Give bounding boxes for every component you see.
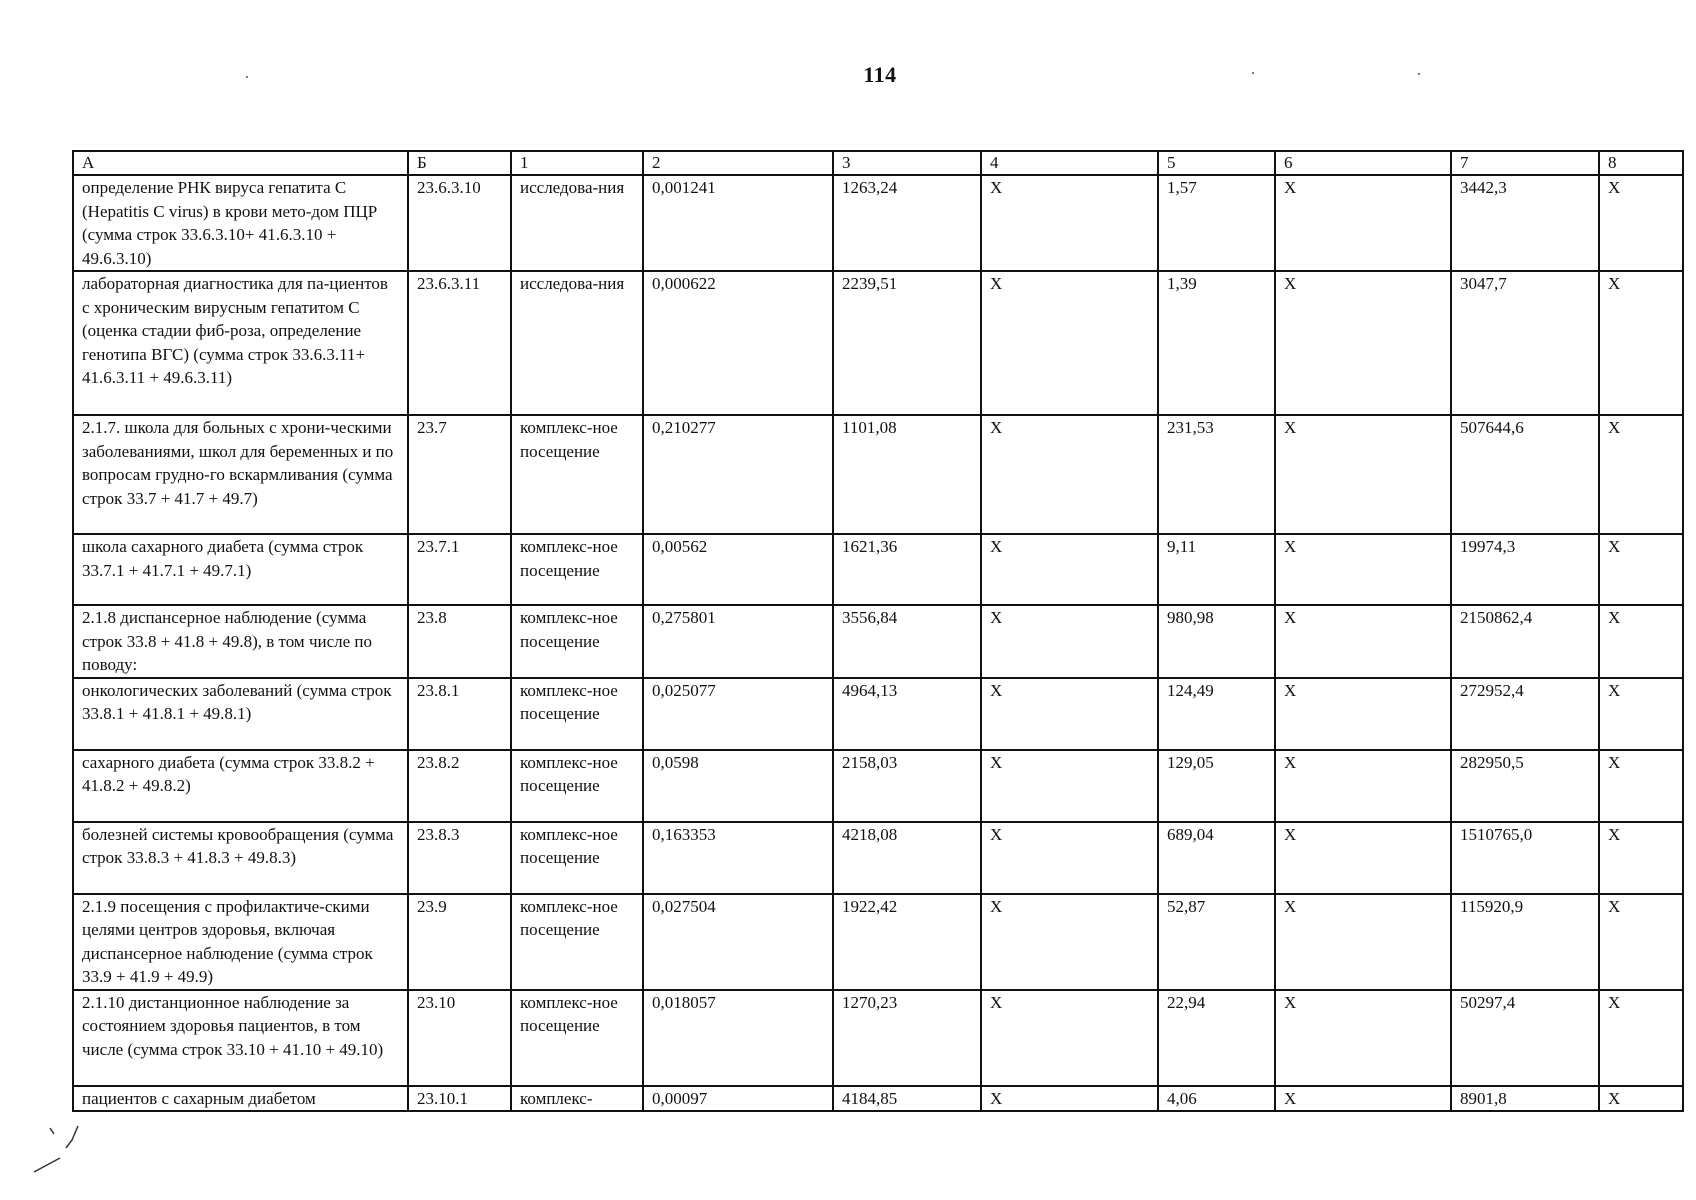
unit-cell: комплекс-ное посещение [511, 605, 643, 678]
table-row [73, 894, 1683, 990]
col-4-cell: X [981, 605, 1158, 678]
col-5-cell: 129,05 [1158, 750, 1275, 822]
name-cell: 2.1.9 посещения с профилактиче-скими целями центров здоровья, включая диспансерное наблюдение (сумма строк 33.9 + 41.9 + 49.9) [73, 894, 408, 990]
table-row [73, 678, 1683, 750]
col-2-cell: 0,163353 [643, 822, 833, 894]
col-6-cell: X [1275, 271, 1451, 415]
col-2-cell: 0,00562 [643, 534, 833, 605]
unit-cell: исследова-ния [511, 175, 643, 271]
col-3-cell: 3556,84 [833, 605, 981, 678]
column-header: Б [408, 151, 511, 175]
column-header: 4 [981, 151, 1158, 175]
col-8-cell: X [1599, 271, 1683, 415]
code-cell: 23.8.1 [408, 678, 511, 750]
code-cell: 23.9 [408, 894, 511, 990]
col-3-cell: 1263,24 [833, 175, 981, 271]
col-4-cell: X [981, 750, 1158, 822]
col-7-cell: 272952,4 [1451, 678, 1599, 750]
scan-speck [1252, 72, 1254, 74]
table-row [73, 175, 1683, 271]
name-cell: 2.1.7. школа для больных с хрони-ческими заболеваниями, школ для беременных и по вопросам грудно-го вскармливания (сумма строк 33.7 + 41.7 + 49.7) [73, 415, 408, 534]
col-8-cell: X [1599, 894, 1683, 990]
col-4-cell: X [981, 894, 1158, 990]
col-2-cell: 0,210277 [643, 415, 833, 534]
col-3-cell: 1621,36 [833, 534, 981, 605]
table-row [73, 822, 1683, 894]
col-7-cell: 8901,8 [1451, 1086, 1599, 1112]
col-3-cell: 1101,08 [833, 415, 981, 534]
col-7-cell: 115920,9 [1451, 894, 1599, 990]
col-6-cell: X [1275, 822, 1451, 894]
col-2-cell: 0,0598 [643, 750, 833, 822]
name-cell: 2.1.8 диспансерное наблюдение (сумма строк 33.8 + 41.8 + 49.8), в том числе по поводу: [73, 605, 408, 678]
table-row [73, 750, 1683, 822]
scan-speck [1418, 73, 1420, 75]
col-5-cell: 1,39 [1158, 271, 1275, 415]
unit-cell: комплекс-ное посещение [511, 822, 643, 894]
name-cell: школа сахарного диабета (сумма строк 33.7.1 + 41.7.1 + 49.7.1) [73, 534, 408, 605]
column-header: 3 [833, 151, 981, 175]
name-cell: определение РНК вируса гепатита С (Hepatitis C virus) в крови мето-дом ПЦР (сумма строк 33.6.3.10+ 41.6.3.10 + 49.6.3.10) [73, 175, 408, 271]
unit-cell: исследова-ния [511, 271, 643, 415]
col-4-cell: X [981, 175, 1158, 271]
col-5-cell: 689,04 [1158, 822, 1275, 894]
col-6-cell: X [1275, 605, 1451, 678]
col-2-cell: 0,00097 [643, 1086, 833, 1112]
col-4-cell: X [981, 822, 1158, 894]
unit-cell: комплекс-ное посещение [511, 894, 643, 990]
code-cell: 23.8 [408, 605, 511, 678]
col-8-cell: X [1599, 822, 1683, 894]
col-2-cell: 0,275801 [643, 605, 833, 678]
col-6-cell: X [1275, 678, 1451, 750]
column-header: 7 [1451, 151, 1599, 175]
col-5-cell: 9,11 [1158, 534, 1275, 605]
col-2-cell: 0,027504 [643, 894, 833, 990]
col-2-cell: 0,025077 [643, 678, 833, 750]
page-number: 114 [863, 62, 897, 87]
code-cell: 23.7 [408, 415, 511, 534]
col-6-cell: X [1275, 750, 1451, 822]
column-header: А [73, 151, 408, 175]
col-4-cell: X [981, 990, 1158, 1086]
col-2-cell: 0,018057 [643, 990, 833, 1086]
col-6-cell: X [1275, 1086, 1451, 1112]
unit-cell: комплекс-ное посещение [511, 750, 643, 822]
name-cell: пациентов с сахарным диабетом [73, 1086, 408, 1112]
col-4-cell: X [981, 534, 1158, 605]
column-header: 2 [643, 151, 833, 175]
col-8-cell: X [1599, 534, 1683, 605]
col-8-cell: X [1599, 678, 1683, 750]
col-4-cell: X [981, 271, 1158, 415]
col-2-cell: 0,001241 [643, 175, 833, 271]
name-cell: болезней системы кровообращения (сумма строк 33.8.3 + 41.8.3 + 49.8.3) [73, 822, 408, 894]
col-6-cell: X [1275, 894, 1451, 990]
col-6-cell: X [1275, 534, 1451, 605]
col-8-cell: X [1599, 605, 1683, 678]
col-7-cell: 19974,3 [1451, 534, 1599, 605]
table-row [73, 271, 1683, 415]
pen-mark [30, 1120, 90, 1180]
name-cell: онкологических заболеваний (сумма строк 33.8.1 + 41.8.1 + 49.8.1) [73, 678, 408, 750]
code-cell: 23.10 [408, 990, 511, 1086]
col-3-cell: 1922,42 [833, 894, 981, 990]
unit-cell: комплекс-ное посещение [511, 990, 643, 1086]
table-row [73, 415, 1683, 534]
col-3-cell: 2158,03 [833, 750, 981, 822]
code-cell: 23.7.1 [408, 534, 511, 605]
unit-cell: комплекс-ное посещение [511, 415, 643, 534]
col-5-cell: 980,98 [1158, 605, 1275, 678]
table-row [73, 605, 1683, 678]
col-4-cell: X [981, 678, 1158, 750]
col-7-cell: 50297,4 [1451, 990, 1599, 1086]
col-5-cell: 52,87 [1158, 894, 1275, 990]
col-7-cell: 282950,5 [1451, 750, 1599, 822]
col-5-cell: 22,94 [1158, 990, 1275, 1086]
col-3-cell: 4184,85 [833, 1086, 981, 1112]
column-header: 8 [1599, 151, 1683, 175]
name-cell: лабораторная диагностика для па-циентов с хроническим вирусным гепатитом С (оценка стадии фиб-роза, определение генотипа ВГС) (сумма строк 33.6.3.11+ 41.6.3.11 + 49.6.3.11) [73, 271, 408, 415]
code-cell: 23.6.3.10 [408, 175, 511, 271]
table-body [73, 151, 1683, 1111]
code-cell: 23.10.1 [408, 1086, 511, 1112]
col-8-cell: X [1599, 990, 1683, 1086]
col-8-cell: X [1599, 1086, 1683, 1112]
col-7-cell: 1510765,0 [1451, 822, 1599, 894]
code-cell: 23.8.3 [408, 822, 511, 894]
col-8-cell: X [1599, 175, 1683, 271]
col-5-cell: 4,06 [1158, 1086, 1275, 1112]
col-3-cell: 2239,51 [833, 271, 981, 415]
table-row [73, 534, 1683, 605]
column-header: 1 [511, 151, 643, 175]
col-5-cell: 1,57 [1158, 175, 1275, 271]
col-2-cell: 0,000622 [643, 271, 833, 415]
col-3-cell: 1270,23 [833, 990, 981, 1086]
column-header: 5 [1158, 151, 1275, 175]
col-4-cell: X [981, 1086, 1158, 1112]
scan-speck [246, 76, 248, 78]
col-6-cell: X [1275, 175, 1451, 271]
unit-cell: комплекс-ное посещение [511, 678, 643, 750]
unit-cell: комплекс-ное посещение [511, 534, 643, 605]
column-header: 6 [1275, 151, 1451, 175]
col-7-cell: 3047,7 [1451, 271, 1599, 415]
code-cell: 23.8.2 [408, 750, 511, 822]
col-8-cell: X [1599, 415, 1683, 534]
col-6-cell: X [1275, 415, 1451, 534]
document-table [72, 150, 1684, 1112]
col-5-cell: 231,53 [1158, 415, 1275, 534]
table-row [73, 1086, 1683, 1112]
col-6-cell: X [1275, 990, 1451, 1086]
name-cell: 2.1.10 дистанционное наблюдение за состоянием здоровья пациентов, в том числе (сумма строк 33.10 + 41.10 + 49.10) [73, 990, 408, 1086]
col-3-cell: 4218,08 [833, 822, 981, 894]
name-cell: сахарного диабета (сумма строк 33.8.2 + 41.8.2 + 49.8.2) [73, 750, 408, 822]
col-5-cell: 124,49 [1158, 678, 1275, 750]
code-cell: 23.6.3.11 [408, 271, 511, 415]
unit-cell: комплекс- [511, 1086, 643, 1112]
col-7-cell: 507644,6 [1451, 415, 1599, 534]
col-4-cell: X [981, 415, 1158, 534]
col-3-cell: 4964,13 [833, 678, 981, 750]
header-row [73, 151, 1683, 175]
col-7-cell: 2150862,4 [1451, 605, 1599, 678]
table-row [73, 990, 1683, 1086]
col-8-cell: X [1599, 750, 1683, 822]
col-7-cell: 3442,3 [1451, 175, 1599, 271]
